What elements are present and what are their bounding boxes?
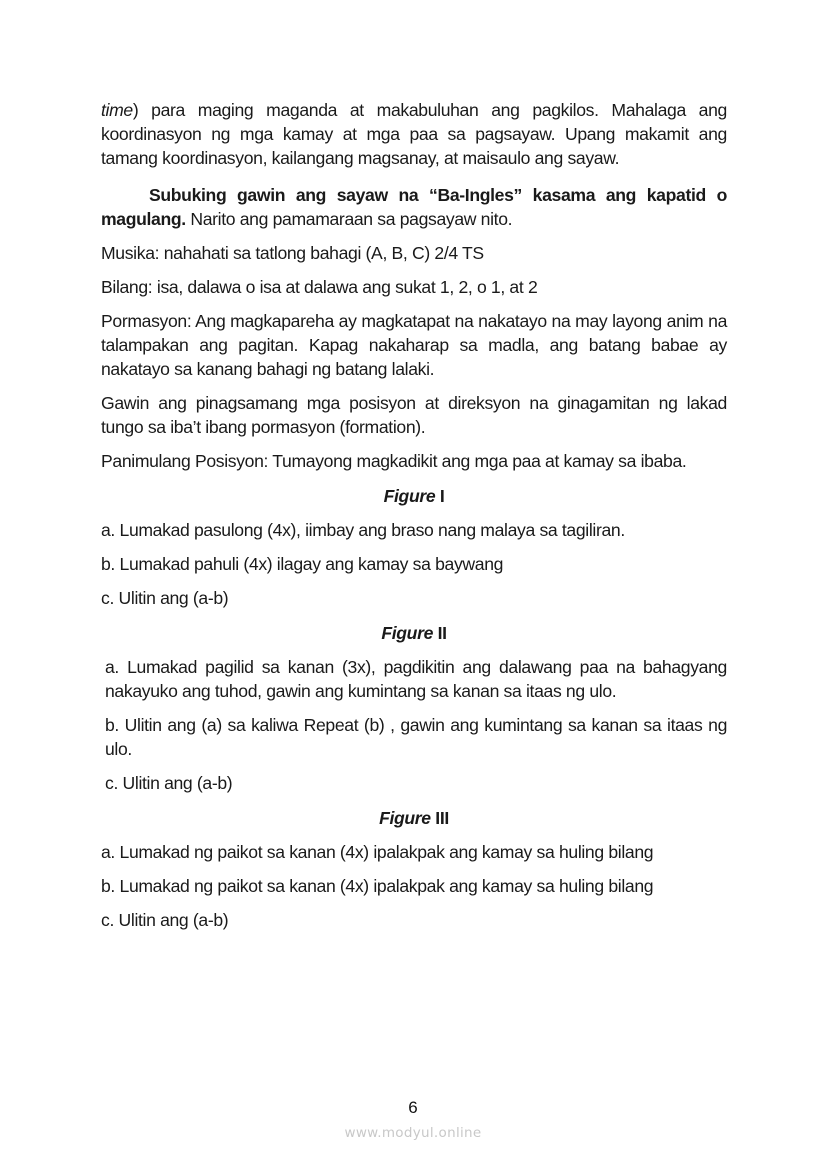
figure-3-step-a: a. Lumakad ng paikot sa kanan (4x) ipalakpak ang kamay sa huling bilang bbox=[101, 842, 654, 862]
intro-italic-lead: time bbox=[101, 100, 133, 120]
figure-2-step-c: c. Ulitin ang (a-b) bbox=[105, 773, 233, 793]
bilang-line: Bilang: isa, dalawa o isa at dalawa ang sukat 1, 2, o 1, at 2 bbox=[101, 277, 538, 297]
figure-2-label: Figure bbox=[381, 623, 434, 643]
figure-2-step-b: b. Ulitin ang (a) sa kaliwa Repeat (b) , gawin ang kumintang sa kanan sa itaas ng ulo. bbox=[105, 715, 727, 759]
figure-3-step-b: b. Lumakad ng paikot sa kanan (4x) ipalakpak ang kamay sa huling bilang bbox=[101, 876, 654, 896]
intro-text: ) para maging maganda at makabuluhan ang pagkilos. Mahalaga ang koordinasyon ng mga kamay at mga paa sa pagsayaw. Upang makamit ang tamang koordinasyon, kailangang magsanay, at maisaulo ang sayaw. bbox=[101, 100, 727, 168]
figure-1-step-a: a. Lumakad pasulong (4x), iimbay ang braso nang malaya sa tagiliran. bbox=[101, 520, 625, 540]
figure-3-step-c: c. Ulitin ang (a-b) bbox=[101, 910, 229, 930]
figure-1-step-c: c. Ulitin ang (a-b) bbox=[101, 588, 229, 608]
figure-3-numeral: III bbox=[435, 808, 449, 828]
figure-2-heading bbox=[101, 621, 727, 645]
gawin-paragraph: Gawin ang pinagsamang mga posisyon at direksyon na ginagamitan ng lakad tungo sa iba’t ibang pormasyon (formation). bbox=[101, 393, 727, 437]
page-number: 6 bbox=[408, 1098, 418, 1117]
figure-1-label: Figure bbox=[383, 486, 436, 506]
task-bold-text: Subuking gawin ang sayaw na “Ba-Ingles” kasama ang kapatid o magulang. bbox=[101, 185, 727, 229]
figure-1-step-b: b. Lumakad pahuli (4x) ilagay ang kamay sa baywang bbox=[101, 554, 504, 574]
figure-2-step-a: a. Lumakad pagilid sa kanan (3x), pagdikitin ang dalawang paa na bahagyang nakayuko ang tuhod, gawin ang kumintang sa kanan sa itaas ng ulo. bbox=[105, 657, 727, 701]
watermark-text: www.modyul.online bbox=[344, 1125, 482, 1141]
figure-1-numeral: I bbox=[439, 486, 445, 506]
figure-1-heading bbox=[101, 484, 727, 508]
document-page bbox=[101, 98, 727, 932]
task-text: Narito ang pamamaraan sa pagsayaw nito. bbox=[185, 209, 513, 229]
intro-paragraph bbox=[101, 98, 727, 170]
panimula-paragraph: Panimulang Posisyon: Tumayong magkadikit ang mga paa at kamay sa ibaba. bbox=[101, 451, 687, 471]
figure-2-numeral: II bbox=[437, 623, 447, 643]
pormasyon-paragraph: Pormasyon: Ang magkapareha ay magkatapat na nakatayo na may layong anim na talampakan ang pagitan. Kapag nakaharap sa madla, ang batang babae ay nakatayo sa kanang bahagi ng batang lalaki. bbox=[101, 311, 727, 379]
figure-3-heading bbox=[101, 806, 727, 830]
musika-line: Musika: nahahati sa tatlong bahagi (A, B, C) 2/4 TS bbox=[101, 243, 484, 263]
task-paragraph bbox=[101, 183, 727, 231]
figure-3-label: Figure bbox=[379, 808, 431, 828]
